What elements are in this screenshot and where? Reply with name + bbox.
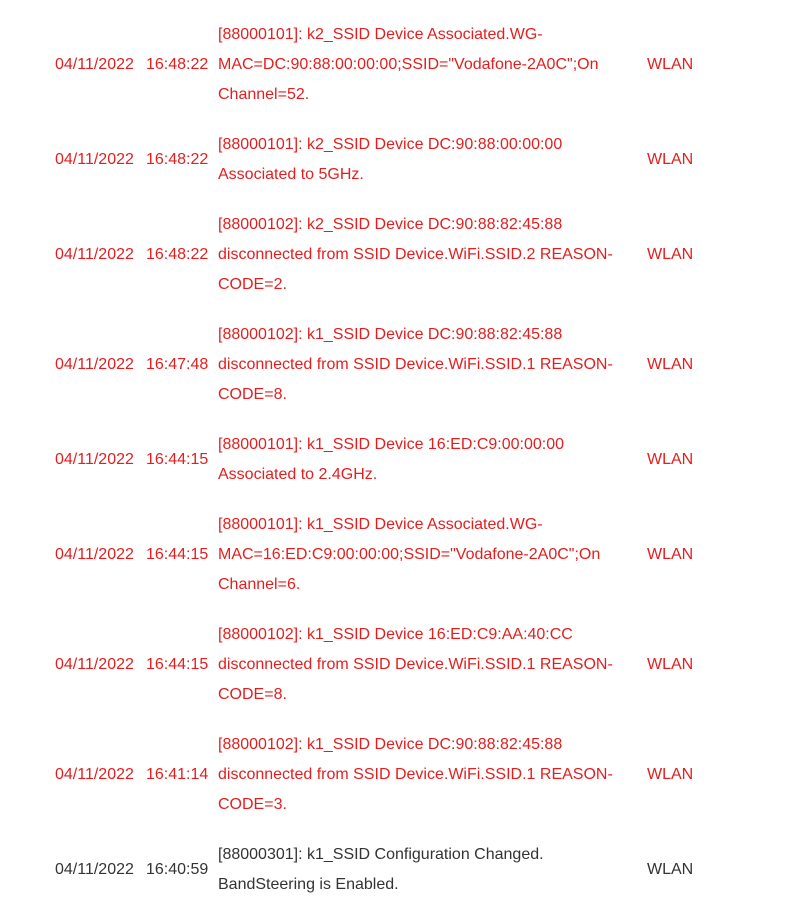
log-time: 16:48:22 xyxy=(146,151,209,168)
log-message-line: Channel=6. xyxy=(218,576,301,593)
log-message-line: MAC=DC:90:88:00:00:00;SSID="Vodafone-2A0C";On xyxy=(218,56,599,73)
log-message-line: CODE=8. xyxy=(218,686,287,703)
log-time: 16:48:22 xyxy=(146,56,209,73)
log-row xyxy=(0,430,785,490)
log-category: WLAN xyxy=(647,151,694,168)
log-message xyxy=(218,20,598,110)
log-message-line: [88000102]: k1_SSID Device DC:90:88:82:45:88 xyxy=(218,326,563,343)
log-row xyxy=(0,730,785,820)
log-date: 04/11/2022 xyxy=(55,861,134,878)
log-message-line: MAC=16:ED:C9:00:00:00;SSID="Vodafone-2A0C";On xyxy=(218,546,601,563)
log-category: WLAN xyxy=(647,546,694,563)
log-row xyxy=(0,20,785,110)
log-message-line: CODE=8. xyxy=(218,386,287,403)
log-message-line: [88000102]: k1_SSID Device DC:90:88:82:45:88 xyxy=(218,736,563,753)
log-message-line: Associated to 5GHz. xyxy=(218,166,364,183)
log-message-line: Associated to 2.4GHz. xyxy=(218,466,378,483)
log-message xyxy=(218,320,613,410)
log-date: 04/11/2022 xyxy=(55,151,134,168)
log-time: 16:48:22 xyxy=(146,246,209,263)
log-time: 16:40:59 xyxy=(146,861,209,878)
log-message xyxy=(218,430,564,490)
log-message xyxy=(218,620,613,710)
log-date: 04/11/2022 xyxy=(55,546,134,563)
log-message-line: [88000101]: k1_SSID Device 16:ED:C9:00:00:00 xyxy=(218,436,564,453)
log-date: 04/11/2022 xyxy=(55,246,134,263)
log-message-line: BandSteering is Enabled. xyxy=(218,876,399,893)
log-time: 16:47:48 xyxy=(146,356,209,373)
log-message-line: [88000101]: k1_SSID Device Associated.WG- xyxy=(218,516,543,533)
log-message xyxy=(218,840,544,900)
log-row xyxy=(0,510,785,600)
log-date: 04/11/2022 xyxy=(55,451,134,468)
log-category: WLAN xyxy=(647,356,694,373)
log-category: WLAN xyxy=(647,246,694,263)
log-date: 04/11/2022 xyxy=(55,766,134,783)
log-time: 16:44:15 xyxy=(146,451,209,468)
log-message-line: [88000102]: k1_SSID Device 16:ED:C9:AA:40:CC xyxy=(218,626,573,643)
log-message-line: [88000102]: k2_SSID Device DC:90:88:82:45:88 xyxy=(218,216,563,233)
log-time: 16:41:14 xyxy=(146,766,209,783)
log-message-line: CODE=2. xyxy=(218,276,287,293)
log-category: WLAN xyxy=(647,766,694,783)
log-row xyxy=(0,130,785,190)
log-category: WLAN xyxy=(647,656,694,673)
log-message-line: disconnected from SSID Device.WiFi.SSID.1 REASON- xyxy=(218,356,613,373)
log-message-line: [88000101]: k2_SSID Device Associated.WG- xyxy=(218,26,543,43)
log-time: 16:44:15 xyxy=(146,546,209,563)
log-date: 04/11/2022 xyxy=(55,356,134,373)
log-message xyxy=(218,510,600,600)
log-message-line: [88000301]: k1_SSID Configuration Changed. xyxy=(218,846,544,863)
log-message xyxy=(218,130,562,190)
log-message-line: Channel=52. xyxy=(218,86,310,103)
log-row xyxy=(0,210,785,300)
log-message-line: disconnected from SSID Device.WiFi.SSID.1 REASON- xyxy=(218,656,613,673)
log-message-line: disconnected from SSID Device.WiFi.SSID.2 REASON- xyxy=(218,246,613,263)
log-date: 04/11/2022 xyxy=(55,656,134,673)
log-message xyxy=(218,730,613,820)
log-time: 16:44:15 xyxy=(146,656,209,673)
log-row xyxy=(0,620,785,710)
log-date: 04/11/2022 xyxy=(55,56,134,73)
log-category: WLAN xyxy=(647,56,694,73)
log-message-line: [88000101]: k2_SSID Device DC:90:88:00:00:00 xyxy=(218,136,563,153)
log-message xyxy=(218,210,613,300)
log-category: WLAN xyxy=(647,861,694,878)
log-message-line: CODE=3. xyxy=(218,796,287,813)
event-log-table xyxy=(0,20,785,920)
log-row xyxy=(0,320,785,410)
log-message-line: disconnected from SSID Device.WiFi.SSID.1 REASON- xyxy=(218,766,613,783)
log-row xyxy=(0,840,785,900)
log-category: WLAN xyxy=(647,451,694,468)
